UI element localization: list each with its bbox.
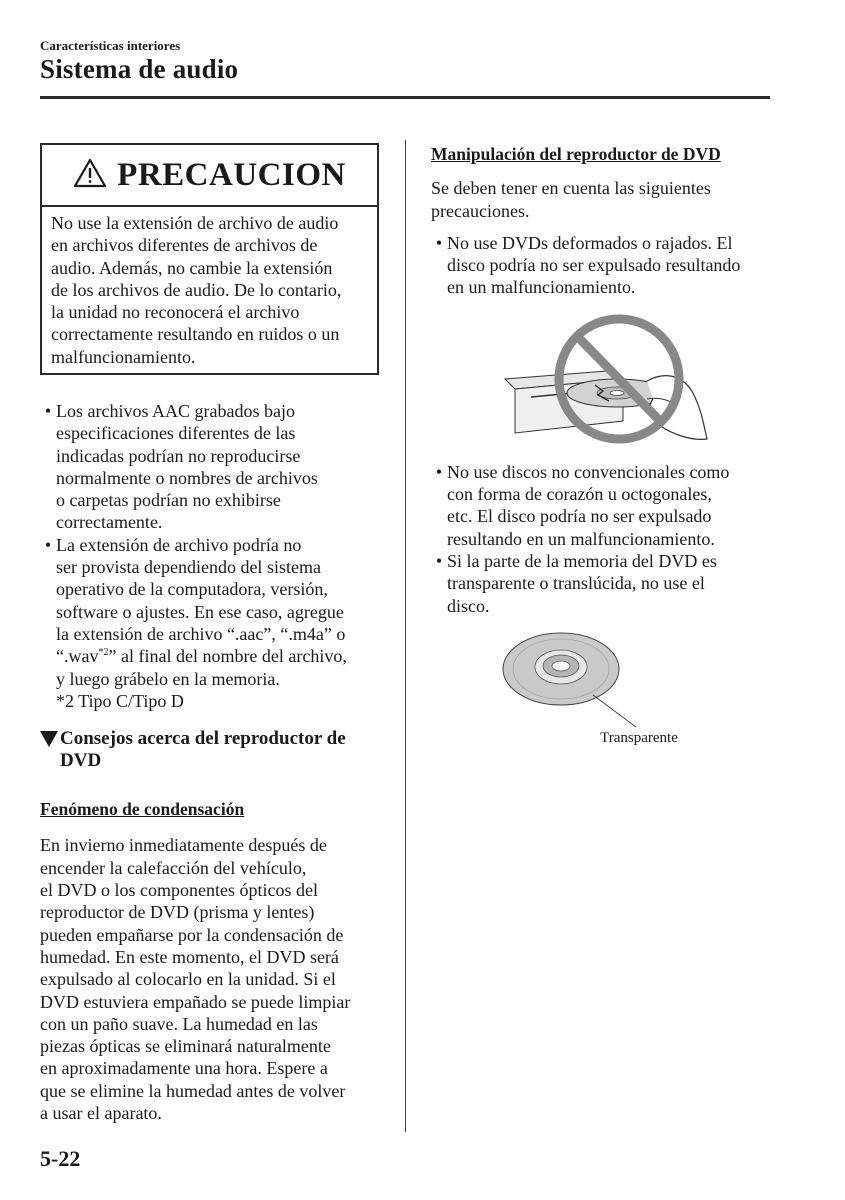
- caution-line: la unidad no reconocerá el archivo: [51, 302, 300, 323]
- text-line: con forma de corazón u octogonales,: [447, 484, 712, 505]
- bullet-dot: •: [435, 550, 443, 571]
- text-line: Se deben tener en cuenta las siguientes: [431, 178, 711, 199]
- text-line: y luego grábelo en la memoria.: [56, 668, 280, 689]
- text-line: con un paño suave. La humedad en las: [40, 1013, 318, 1034]
- wav-post: ” al final del nombre del archivo,: [108, 646, 347, 667]
- caution-line: malfuncionamiento.: [51, 346, 196, 367]
- text-line: piezas ópticas se eliminará naturalmente: [40, 1036, 331, 1057]
- wav-pre: “.wav: [56, 646, 99, 667]
- subsection-line: DVD: [60, 750, 102, 772]
- text-line: expulsado al colocarlo en la unidad. Si el: [40, 969, 336, 990]
- text-line: en aproximadamente una hora. Espere a: [40, 1058, 328, 1079]
- text-line: transparente o translúcida, no use el: [447, 573, 705, 594]
- text-line: la extensión de archivo “.aac”, “.m4a” o: [56, 623, 346, 644]
- text-line: pueden empañarse por la condensación de: [40, 924, 344, 945]
- text-line: disco podría no ser expulsado resultando: [447, 255, 741, 276]
- text-line: Si la parte de la memoria del DVD es: [447, 550, 717, 571]
- warning-triangle-icon: [73, 158, 107, 193]
- text-line: a usar el aparato.: [40, 1103, 162, 1124]
- footnote: *2 Tipo C/Tipo D: [56, 690, 184, 711]
- bullet-dot: •: [44, 401, 52, 421]
- caution-box: [40, 143, 379, 375]
- transparent-disc-illustration: [491, 629, 691, 749]
- caution-line: audio. Además, no cambie la extensión: [51, 257, 333, 278]
- text-line: especificaciones diferentes de las: [56, 423, 296, 444]
- condensation-paragraph: [40, 834, 385, 1124]
- text-line: correctamente.: [56, 512, 163, 533]
- subsection-line: Consejos acerca del reproductor de: [60, 728, 346, 750]
- text-line: que se elimine la humedad antes de volver: [40, 1080, 346, 1101]
- bullet-dot: •: [44, 534, 52, 555]
- text-line: reproductor de DVD (prisma y lentes): [40, 902, 315, 923]
- caution-line: de los archivos de audio. De lo contario,: [51, 279, 342, 300]
- bullet-unconventional: [431, 461, 776, 550]
- text-line: No use DVDs deformados o rajados. El: [447, 232, 733, 253]
- text-line: operativo de la computadora, versión,: [56, 579, 328, 600]
- text-line: etc. El disco podría no ser expulsado: [447, 506, 712, 527]
- column-divider: [405, 140, 406, 1132]
- bullet-dot: •: [435, 461, 443, 482]
- text-line: ser provista dependiendo del sistema: [56, 557, 321, 578]
- disc-label: Transparente: [600, 729, 678, 746]
- right-column: [431, 143, 776, 749]
- text-line: o carpetas podrían no exhibirse: [56, 490, 281, 511]
- text-line: disco.: [447, 595, 490, 616]
- bullet-dot: •: [435, 232, 443, 253]
- text-line: normalmente o nombres de archivos: [56, 467, 318, 488]
- prohibited-disc-illustration: [497, 309, 737, 459]
- text-line: resultando en un malfuncionamiento.: [447, 528, 715, 549]
- bullet-deformed: [431, 232, 776, 299]
- dvd-handling-heading: Manipulación del reproductor de DVD: [431, 144, 721, 164]
- caution-text: [42, 207, 377, 368]
- text-line: el DVD o los componentes ópticos del: [40, 880, 318, 901]
- caution-line: correctamente resultando en ruidos o un: [51, 324, 340, 345]
- text-line: La extensión de archivo podría no: [56, 534, 302, 555]
- caution-header: [42, 145, 377, 207]
- bullet-transparent: [431, 550, 776, 617]
- caution-title: PRECAUCION: [117, 156, 346, 193]
- text-line: No use discos no convencionales como: [447, 461, 730, 482]
- condensation-heading: Fenómeno de condensación: [40, 799, 245, 820]
- text-line: software o ajustes. En ese caso, agregue: [56, 601, 344, 622]
- triangle-down-icon: [40, 731, 60, 753]
- caution-line: en archivos diferentes de archivos de: [51, 235, 318, 256]
- text-line: [56, 645, 385, 667]
- intro-paragraph: [431, 177, 776, 222]
- text-line: DVD estuviera empañado se puede limpiar: [40, 991, 351, 1012]
- bullet-extension: [40, 534, 385, 690]
- text-line: En invierno inmediatamente después de: [40, 835, 327, 856]
- caution-line: No use la extensión de archivo de audio: [51, 213, 339, 233]
- section-label: Características interiores: [40, 38, 181, 53]
- text-line: en un malfuncionamiento.: [447, 277, 636, 298]
- subsection-heading: [40, 728, 385, 772]
- footnote-ref: *2: [98, 647, 109, 659]
- text-line: indicadas podrían no reproducirse: [56, 445, 301, 466]
- page-number: 5-22: [40, 1146, 81, 1171]
- bullet-aac: [40, 400, 385, 534]
- text-line: humedad. En este momento, el DVD será: [40, 946, 339, 967]
- page-title: Sistema de audio: [40, 54, 239, 84]
- text-line: precauciones.: [431, 200, 530, 221]
- text-line: Los archivos AAC grabados bajo: [56, 401, 295, 421]
- left-column: [40, 400, 385, 1124]
- text-line: encender la calefacción del vehículo,: [40, 857, 307, 878]
- title-rule: [40, 96, 770, 99]
